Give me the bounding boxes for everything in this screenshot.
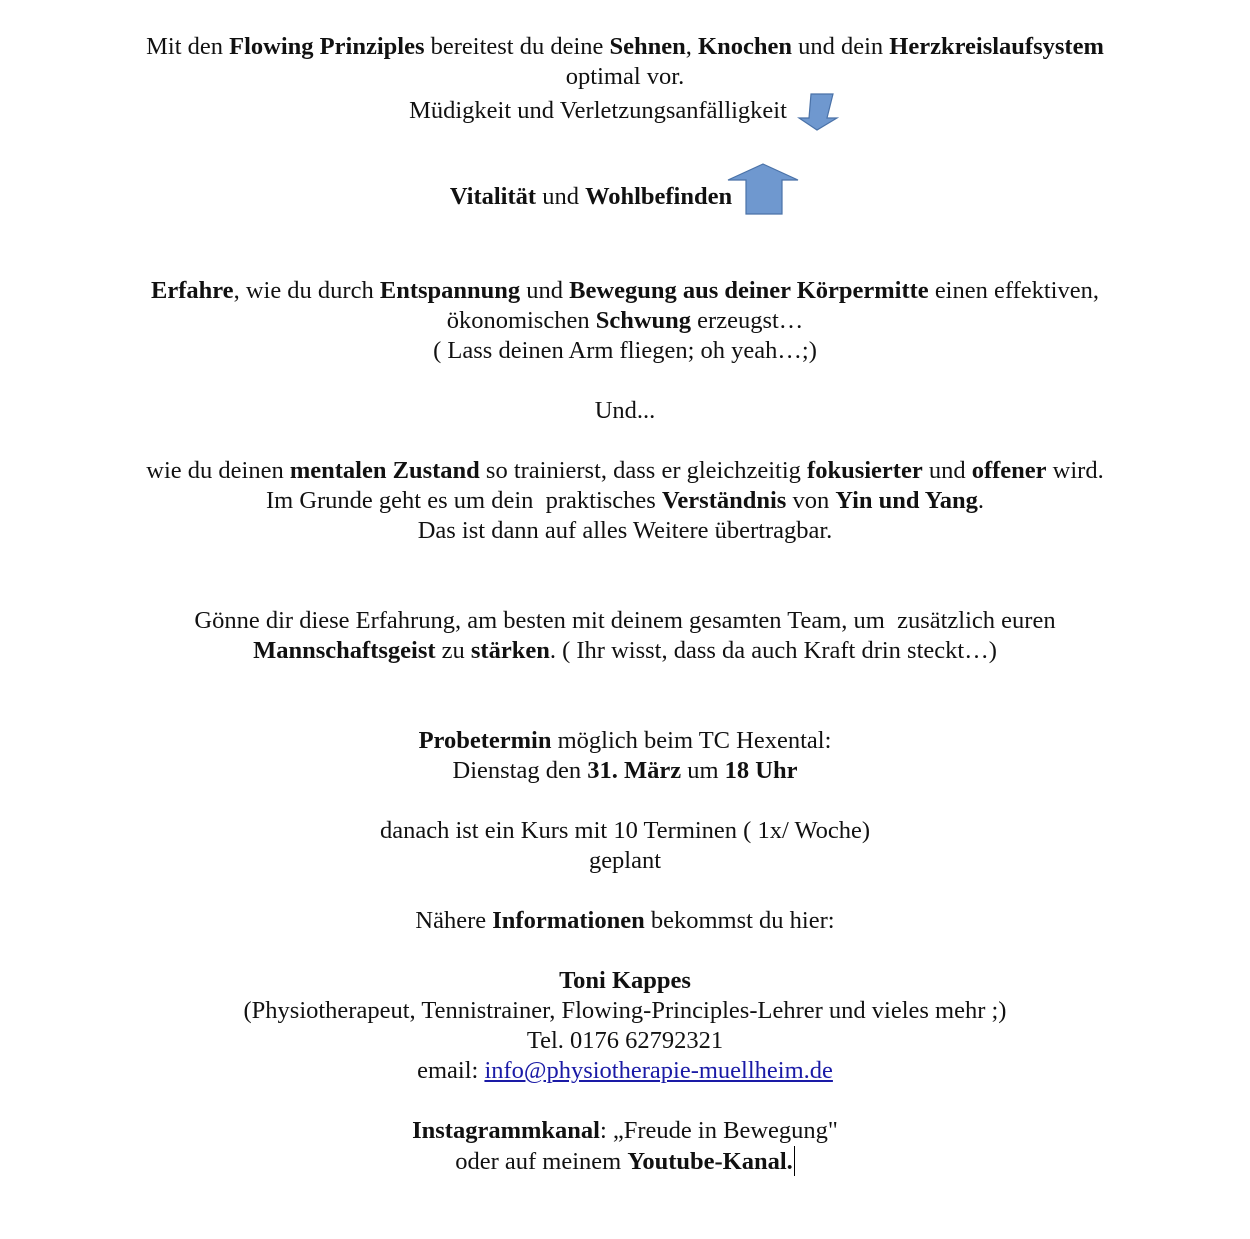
experience-line-1 (0, 276, 1250, 306)
bold-herzkreislaufsystem: Herzkreislaufsystem (889, 33, 1104, 60)
contact-name-text: Toni Kappes (559, 967, 691, 994)
bold-bewegung: Bewegung aus deiner Körpermitte (569, 277, 929, 304)
spacer (0, 216, 1250, 276)
email-link[interactable]: info@physiotherapie-muellheim.de (484, 1057, 833, 1084)
experience-line-4: Und... (594, 397, 656, 424)
fatigue-text: Müdigkeit und Verletzungsanfälligkeit (409, 97, 787, 124)
text: oder auf meinem (455, 1148, 628, 1175)
intro-line-1 (0, 32, 1250, 62)
bold-knochen: Knochen (698, 33, 792, 60)
text: einen effektiven, (928, 277, 1099, 304)
text: möglich beim TC Hexental: (551, 727, 832, 754)
text: wie du deinen (146, 457, 290, 484)
text: und (536, 183, 586, 210)
team-line-2 (0, 636, 1250, 666)
text: . ( Ihr wisst, dass da auch Kraft drin steckt…) (549, 637, 997, 664)
bold-schwung: Schwung (595, 307, 692, 334)
bold-probetermin: Probetermin (418, 727, 552, 754)
arrow-up-icon (726, 162, 800, 216)
bold-instagrammkanal: Instagrammkanal (412, 1117, 600, 1144)
text: von (786, 487, 836, 514)
trial-line-1 (0, 726, 1250, 756)
spacer (0, 936, 1250, 966)
bold-sehnen: Sehnen (609, 33, 686, 60)
bold-entspannung: Entspannung (379, 277, 521, 304)
text: : „Freude in Bewegung" (599, 1117, 838, 1144)
contact-email-line (0, 1056, 1250, 1086)
text: . (977, 487, 984, 514)
intro-line-2: optimal vor. (565, 63, 685, 90)
bold-vitalitaet: Vitalität (449, 183, 537, 210)
text: so trainierst, dass er gleichzeitig (479, 457, 808, 484)
bold-offener: offener (971, 457, 1047, 484)
text: ökonomischen (446, 307, 596, 334)
spacer (0, 132, 1250, 162)
bold-mentaler-zustand: mentalen Zustand (289, 457, 480, 484)
intro-line-3 (0, 92, 1250, 132)
text-cursor (794, 1146, 795, 1176)
instagram-line (0, 1116, 1250, 1146)
spacer (0, 666, 1250, 726)
text: , (685, 33, 699, 60)
text: Im Grunde geht es um dein praktisches (265, 487, 662, 514)
text: bereitest du deine (424, 33, 610, 60)
bold-wohlbefinden: Wohlbefinden (585, 183, 733, 210)
mental-line-1 (0, 456, 1250, 486)
text: und dein (791, 33, 890, 60)
text: bekommst du hier: (644, 907, 835, 934)
bold-time: 18 Uhr (724, 757, 798, 784)
bold-erfahre: Erfahre (151, 277, 234, 304)
contact-intro (0, 906, 1250, 936)
text: und (520, 277, 570, 304)
trial-line-4: geplant (588, 847, 662, 874)
document-body (0, 32, 1250, 1177)
mental-line-3: Das ist dann auf alles Weitere übertragbar. (417, 517, 833, 544)
text: zu (435, 637, 471, 664)
text: erzeugst… (691, 307, 804, 334)
contact-roles: (Physiotherapeut, Tennistrainer, Flowing-Principles-Lehrer und vieles mehr ;) (243, 997, 1007, 1024)
trial-line-2 (0, 756, 1250, 786)
bold-youtube-kanal: Youtube-Kanal. (627, 1148, 793, 1175)
spacer (0, 546, 1250, 606)
text: Mit den (146, 33, 230, 60)
bold-staerken: stärken (470, 637, 550, 664)
experience-line-3: ( Lass deinen Arm fliegen; oh yeah…;) (433, 337, 817, 364)
spacer (0, 1086, 1250, 1116)
bold-informationen: Informationen (492, 907, 645, 934)
team-line-1: Gönne dir diese Erfahrung, am besten mit deinem gesamten Team, um zusätzlich euren (194, 607, 1056, 634)
text: wird. (1046, 457, 1104, 484)
bold-flowing-prinziples: Flowing Prinziples (229, 33, 425, 60)
spacer (0, 366, 1250, 396)
text: um (681, 757, 725, 784)
text: Nähere (415, 907, 493, 934)
text: , wie du durch (233, 277, 380, 304)
contact-name (0, 966, 1250, 996)
spacer (0, 786, 1250, 816)
bold-yin-und-yang: Yin und Yang (835, 487, 978, 514)
spacer (0, 426, 1250, 456)
text: und (922, 457, 972, 484)
trial-line-3: danach ist ein Kurs mit 10 Terminen ( 1x/ Woche) (379, 817, 871, 844)
youtube-line (0, 1146, 1250, 1177)
bold-mannschaftsgeist: Mannschaftsgeist (253, 637, 436, 664)
contact-phone: Tel. 0176 62792321 (526, 1027, 724, 1054)
experience-line-2 (0, 306, 1250, 336)
bold-fokusierter: fokusierter (807, 457, 923, 484)
bold-verstaendnis: Verständnis (661, 487, 787, 514)
email-label: email: (417, 1057, 485, 1084)
spacer (0, 876, 1250, 906)
intro-line-4 (0, 162, 1250, 216)
bold-date: 31. März (587, 757, 682, 784)
mental-line-2 (0, 486, 1250, 516)
arrow-down-icon (797, 92, 841, 132)
text: Dienstag den (452, 757, 588, 784)
